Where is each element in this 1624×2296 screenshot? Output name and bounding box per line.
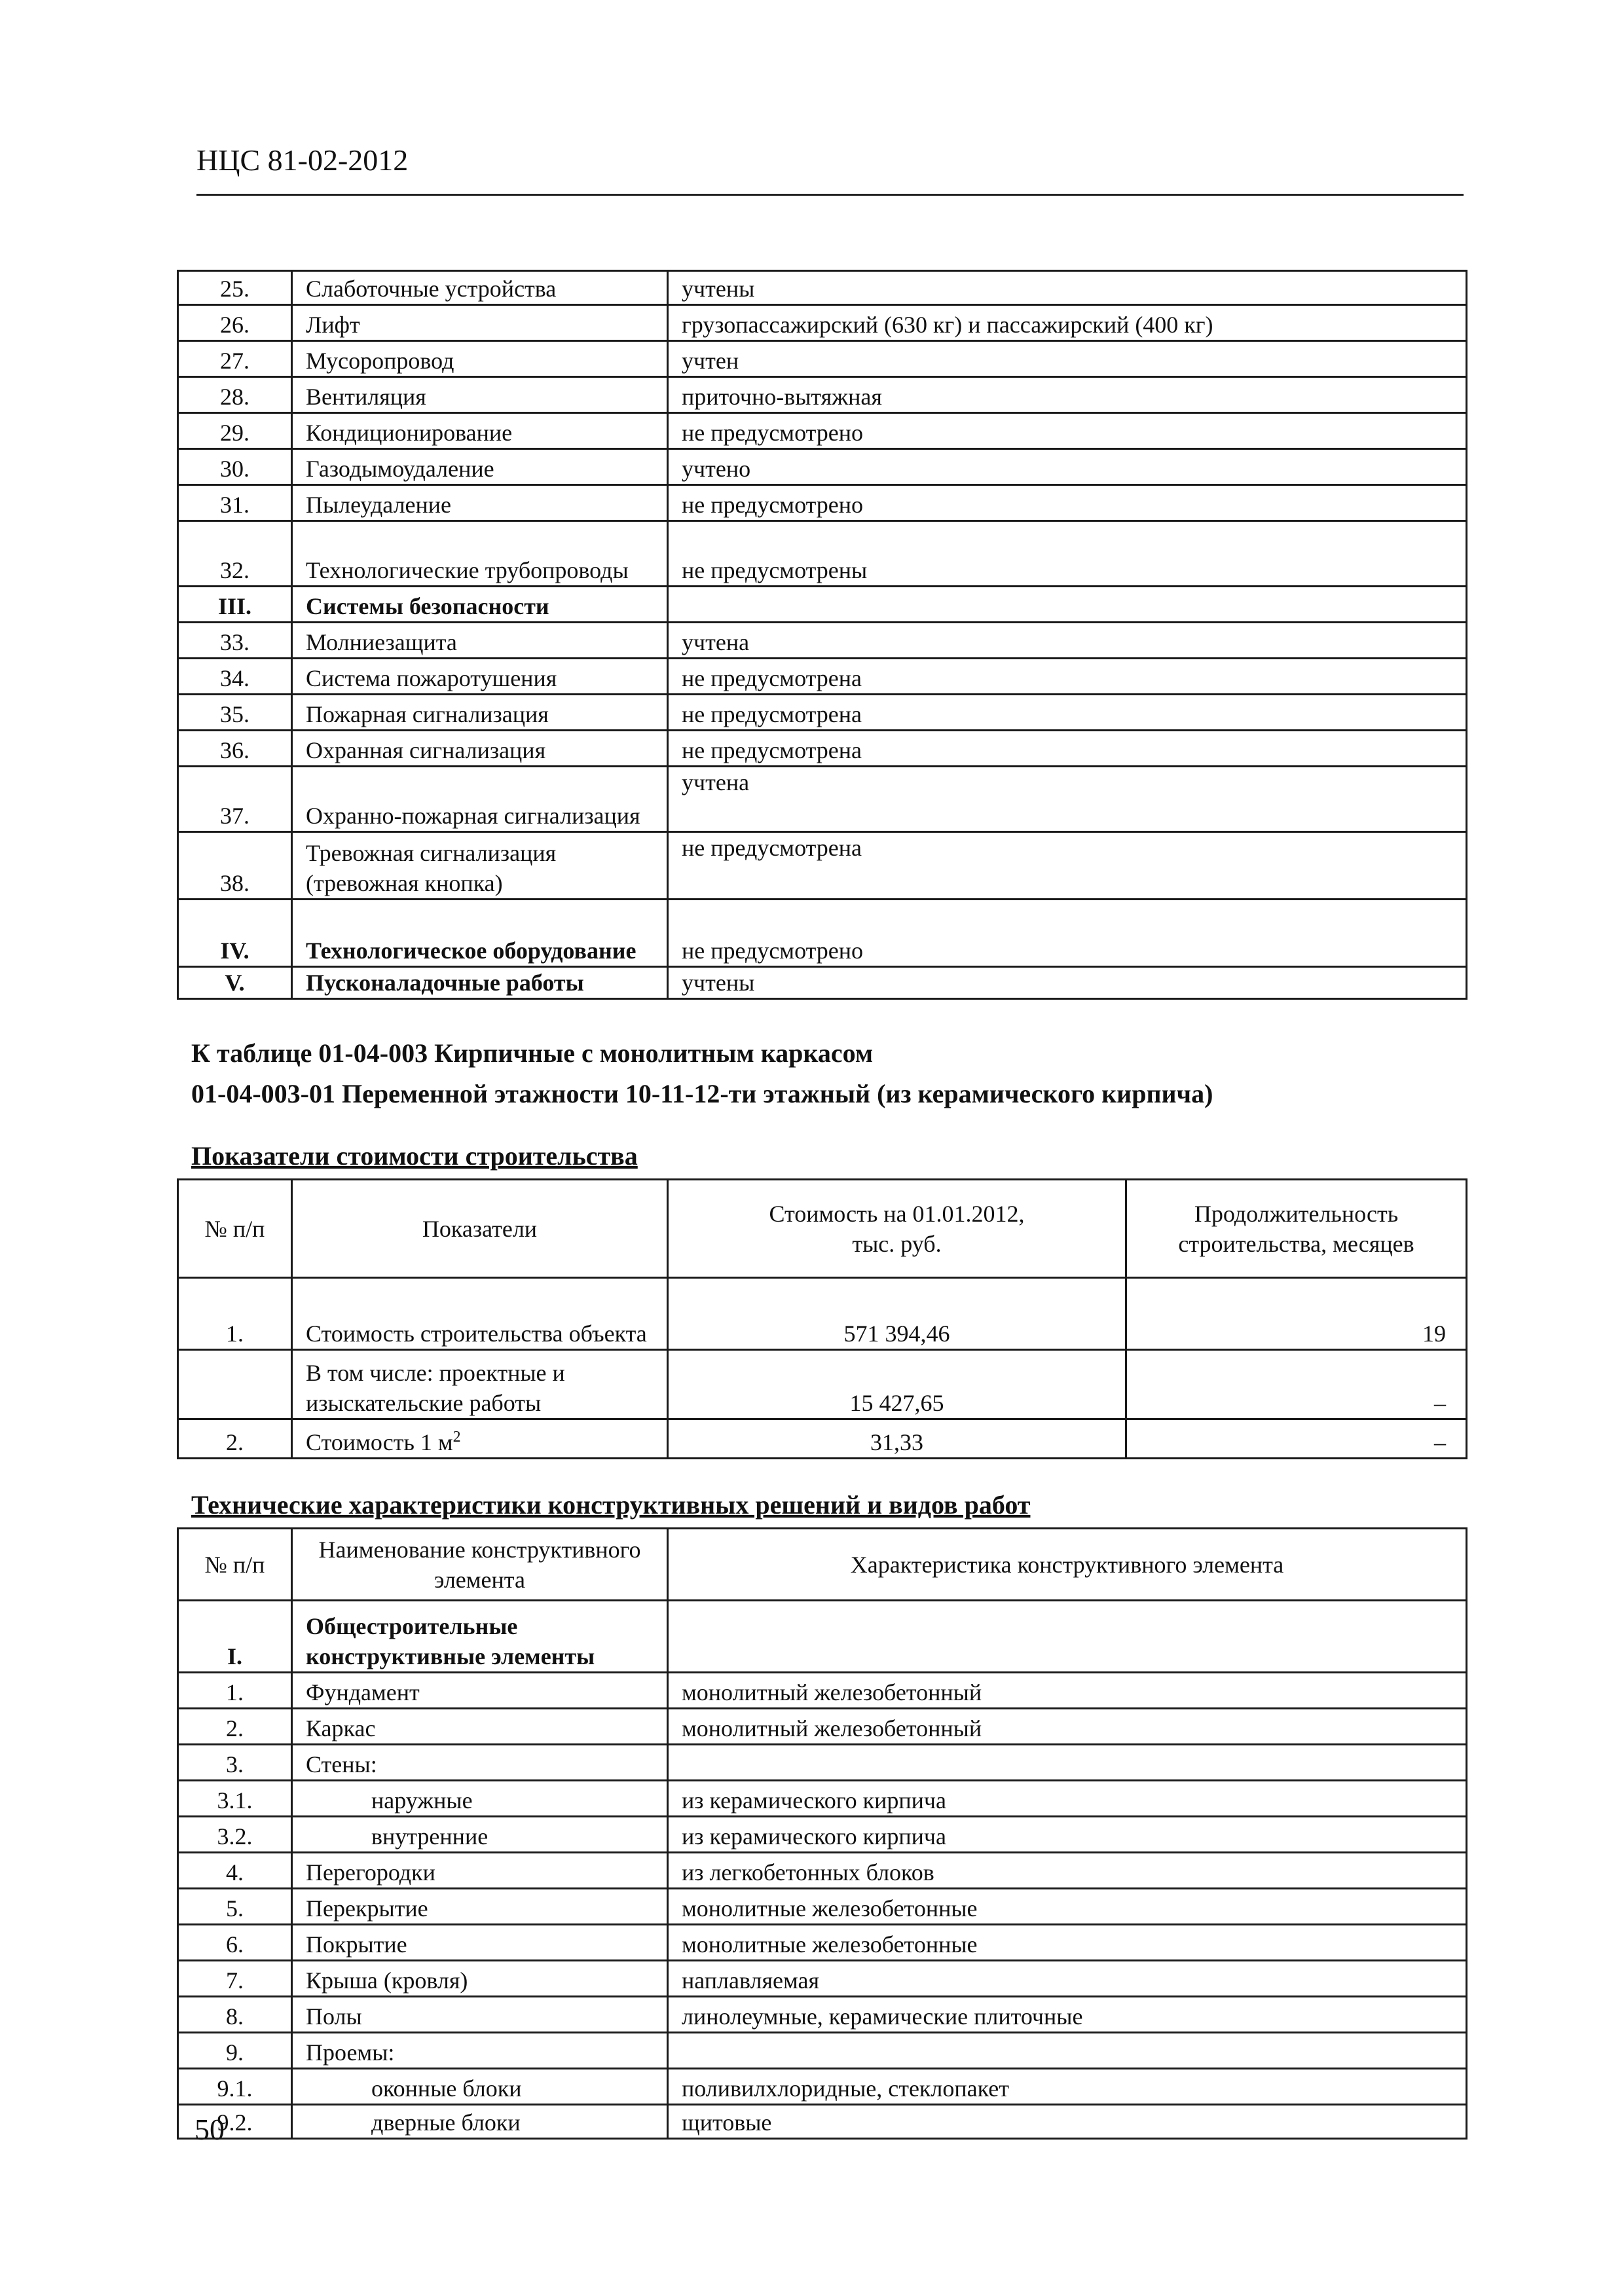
row-number: 36.: [178, 731, 292, 767]
row-number: 31.: [178, 485, 292, 521]
table-row: [178, 1745, 1467, 1781]
row-value: монолитный железобетонный: [668, 1673, 1467, 1709]
row-name: Системы безопасности: [292, 587, 668, 623]
column-header-element: Наименование конструктивного элемента: [292, 1529, 668, 1601]
indicator-text: Стоимость 1 м: [306, 1429, 453, 1455]
table-row: [178, 1419, 1467, 1459]
row-element: Каркас: [292, 1709, 668, 1745]
row-indicator: [292, 1419, 668, 1459]
row-element: Покрытие: [292, 1925, 668, 1961]
row-name: Пусконаладочные работы: [292, 967, 668, 999]
row-name: Газодымоудаление: [292, 449, 668, 485]
row-value: не предусмотрено: [668, 485, 1467, 521]
cost-indicators-heading: Показатели стоимости строительства: [191, 1141, 638, 1171]
row-value: монолитные железобетонные: [668, 1925, 1467, 1961]
table-row: [178, 900, 1467, 967]
row-value: из керамического кирпича: [668, 1781, 1467, 1817]
row-value: грузопассажирский (630 кг) и пассажирский (400 кг): [668, 305, 1467, 341]
row-number: V.: [178, 967, 292, 999]
row-name: Пожарная сигнализация: [292, 695, 668, 731]
table-header-row: [178, 1529, 1467, 1601]
systems-table: [177, 270, 1467, 1000]
column-header-duration: Продолжительность строительства, месяцев: [1126, 1180, 1467, 1278]
subtable-title: 01-04-003-01 Переменной этажности 10-11-12-ти этажный (из керамического кирпича): [191, 1079, 1213, 1108]
row-number: 30.: [178, 449, 292, 485]
row-element: оконные блоки: [292, 2069, 668, 2105]
table-title: К таблице 01-04-003 Кирпичные с монолитным каркасом: [191, 1038, 874, 1068]
table-row: [178, 832, 1467, 900]
table-row: [178, 695, 1467, 731]
table-row: [178, 1925, 1467, 1961]
table-row: [178, 521, 1467, 587]
row-element: Крыша (кровля): [292, 1961, 668, 1997]
row-number: 33.: [178, 623, 292, 659]
row-element: дверные блоки: [292, 2105, 668, 2139]
row-number: 34.: [178, 659, 292, 695]
row-duration: 19: [1126, 1278, 1467, 1350]
indicator-superscript: 2: [452, 1429, 461, 1446]
row-value: линолеумные, керамические плиточные: [668, 1997, 1467, 2033]
table-row: [178, 967, 1467, 999]
row-number: 7.: [178, 1961, 292, 1997]
column-header-characteristic: Характеристика конструктивного элемента: [668, 1529, 1467, 1601]
row-cost: 15 427,65: [668, 1350, 1126, 1419]
row-value: из легкобетонных блоков: [668, 1853, 1467, 1889]
table-row: [178, 341, 1467, 377]
row-number: 1.: [178, 1673, 292, 1709]
row-value: не предусмотрено: [668, 413, 1467, 449]
row-value: не предусмотрена: [668, 659, 1467, 695]
row-value: [668, 587, 1467, 623]
row-element: Стены:: [292, 1745, 668, 1781]
row-value: [668, 2033, 1467, 2069]
row-value: наплавляемая: [668, 1961, 1467, 1997]
row-number: 9.: [178, 2033, 292, 2069]
row-name: Охранно-пожарная сигнализация: [292, 767, 668, 832]
row-number: 8.: [178, 1997, 292, 2033]
row-number: 37.: [178, 767, 292, 832]
table-row: [178, 2069, 1467, 2105]
table-row: [178, 1781, 1467, 1817]
table-row: [178, 1673, 1467, 1709]
table-row: [178, 1997, 1467, 2033]
table-row: [178, 449, 1467, 485]
row-value: не предусмотрены: [668, 521, 1467, 587]
row-value: учтен: [668, 341, 1467, 377]
row-name: Технологические трубопроводы: [292, 521, 668, 587]
tech-specs-table: [177, 1527, 1467, 2140]
row-number: 35.: [178, 695, 292, 731]
row-number: 29.: [178, 413, 292, 449]
table-row: [178, 305, 1467, 341]
table-row: [178, 413, 1467, 449]
row-name: Технологическое оборудование: [292, 900, 668, 967]
document-code: НЦС 81-02-2012: [196, 143, 409, 177]
row-name: Слаботочные устройства: [292, 271, 668, 305]
row-name: Молниезащита: [292, 623, 668, 659]
row-value: щитовые: [668, 2105, 1467, 2139]
row-number: 27.: [178, 341, 292, 377]
table-row: [178, 659, 1467, 695]
row-cost: 571 394,46: [668, 1278, 1126, 1350]
row-name: Тревожная сигнализация (тревожная кнопка): [292, 832, 668, 900]
row-indicator: В том числе: проектные и изыскательские работы: [292, 1350, 668, 1419]
table-row: [178, 485, 1467, 521]
row-number: 9.2.: [178, 2105, 292, 2139]
row-element: Полы: [292, 1997, 668, 2033]
row-number: 5.: [178, 1889, 292, 1925]
row-element: наружные: [292, 1781, 668, 1817]
row-value: учтены: [668, 271, 1467, 305]
row-name: Пылеудаление: [292, 485, 668, 521]
row-indicator: Стоимость строительства объекта: [292, 1278, 668, 1350]
table-row: [178, 377, 1467, 413]
row-name: Система пожаротушения: [292, 659, 668, 695]
row-value: поливилхлоридные, стеклопакет: [668, 2069, 1467, 2105]
column-header-num: № п/п: [178, 1529, 292, 1601]
table-row: [178, 767, 1467, 832]
table-row: [178, 1709, 1467, 1745]
table-row: [178, 1601, 1467, 1673]
row-name: Лифт: [292, 305, 668, 341]
row-number: 3.1.: [178, 1781, 292, 1817]
table-row: [178, 1889, 1467, 1925]
table-header-row: [178, 1180, 1467, 1278]
row-name: Мусоропровод: [292, 341, 668, 377]
row-value: учтена: [668, 767, 1467, 832]
row-value: учтены: [668, 967, 1467, 999]
row-number: [178, 1350, 292, 1419]
table-row: [178, 1853, 1467, 1889]
row-number: 28.: [178, 377, 292, 413]
table-row: [178, 731, 1467, 767]
row-value: не предусмотрена: [668, 832, 1467, 900]
row-value: учтено: [668, 449, 1467, 485]
systems-table-body: [178, 271, 1467, 999]
row-value: из керамического кирпича: [668, 1817, 1467, 1853]
row-number: I.: [178, 1601, 292, 1673]
row-value: не предусмотрена: [668, 695, 1467, 731]
table-row: [178, 1817, 1467, 1853]
row-element: Проемы:: [292, 2033, 668, 2069]
row-element: Общестроительные конструктивные элементы: [292, 1601, 668, 1673]
row-value: монолитный железобетонный: [668, 1709, 1467, 1745]
row-element: Перегородки: [292, 1853, 668, 1889]
row-number: 3.2.: [178, 1817, 292, 1853]
row-number: IV.: [178, 900, 292, 967]
table-row: [178, 1278, 1467, 1350]
row-duration: –: [1126, 1419, 1467, 1459]
row-number: 4.: [178, 1853, 292, 1889]
row-number: 9.1.: [178, 2069, 292, 2105]
row-number: 25.: [178, 271, 292, 305]
row-element: Фундамент: [292, 1673, 668, 1709]
table-row: [178, 587, 1467, 623]
row-cost: 31,33: [668, 1419, 1126, 1459]
tech-specs-heading: Технические характеристики конструктивных решений и видов работ: [191, 1490, 1031, 1520]
table-row: [178, 2033, 1467, 2069]
row-value: учтена: [668, 623, 1467, 659]
row-value: приточно-вытяжная: [668, 377, 1467, 413]
page-number: 50: [194, 2113, 225, 2146]
header-divider: [196, 194, 1464, 196]
row-name: Вентиляция: [292, 377, 668, 413]
column-header-indicator: Показатели: [292, 1180, 668, 1278]
row-element: Перекрытие: [292, 1889, 668, 1925]
row-element: внутренние: [292, 1817, 668, 1853]
table-row: [178, 271, 1467, 305]
table-row: [178, 1961, 1467, 1997]
cost-indicators-table: [177, 1178, 1467, 1459]
row-number: 26.: [178, 305, 292, 341]
row-number: 32.: [178, 521, 292, 587]
row-value: [668, 1601, 1467, 1673]
row-value: не предусмотрена: [668, 731, 1467, 767]
row-number: 2.: [178, 1419, 292, 1459]
row-number: 6.: [178, 1925, 292, 1961]
row-name: Охранная сигнализация: [292, 731, 668, 767]
column-header-num: № п/п: [178, 1180, 292, 1278]
table-row: [178, 1350, 1467, 1419]
row-number: 3.: [178, 1745, 292, 1781]
row-value: не предусмотрено: [668, 900, 1467, 967]
table-row: [178, 623, 1467, 659]
row-name: Кондиционирование: [292, 413, 668, 449]
row-value: [668, 1745, 1467, 1781]
row-number: 1.: [178, 1278, 292, 1350]
row-number: 2.: [178, 1709, 292, 1745]
row-number: III.: [178, 587, 292, 623]
table-row: [178, 2105, 1467, 2139]
row-duration: –: [1126, 1350, 1467, 1419]
row-value: монолитные железобетонные: [668, 1889, 1467, 1925]
row-number: 38.: [178, 832, 292, 900]
column-header-cost: Стоимость на 01.01.2012, тыс. руб.: [668, 1180, 1126, 1278]
